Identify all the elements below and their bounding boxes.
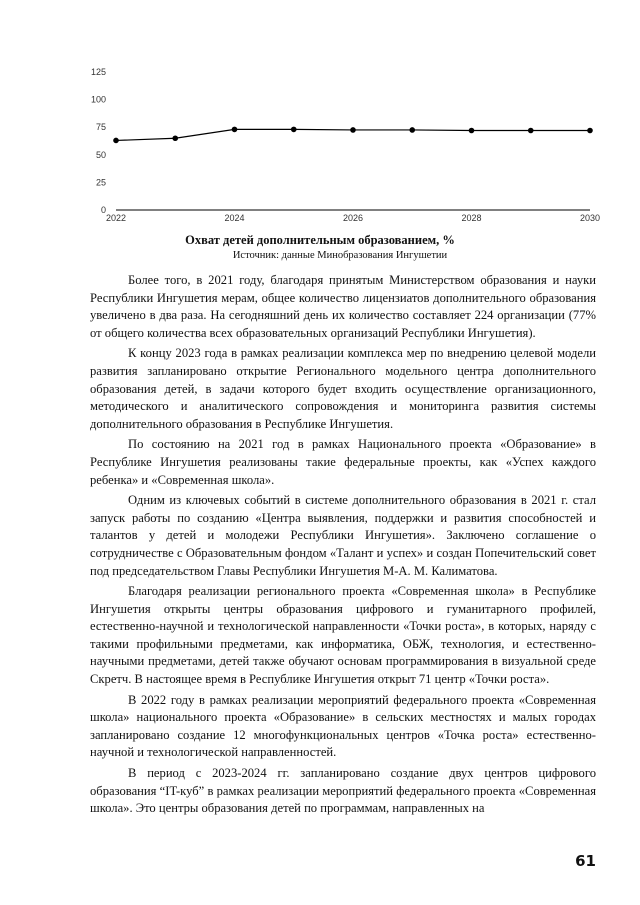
paragraph-6: В 2022 году в рамках реализации мероприятий федерального проекта «Современная школа» национального проекта «Образование» в сельских местностях и малых городах запланировано создание 12 многофункциональных центров «Точка роста» естественно-научной и технологической направленностей.: [90, 692, 596, 760]
x-tick-label: 2030: [579, 213, 601, 223]
body-text: [90, 272, 596, 821]
x-tick-label: 2026: [342, 213, 364, 223]
paragraph-5: Благодаря реализации регионального проекта «Современная школа» в Республике Ингушетия открыты центры образования цифрового и гуманитарного профилей, естественно-научной и технологической направленности «Точки роста», в которых, наряду с такими профильными предметами, как информатика, ОБЖ, технология, и естественно-научными предметами, детей также обучают основам программирования в визуальной среде Скретч. В настоящее время в Республике Ингушетия открыт 71 центр «Точки роста».: [90, 584, 596, 687]
data-point: [291, 127, 297, 133]
y-tick-label: 0: [100, 205, 106, 215]
y-tick-label: 25: [95, 177, 106, 188]
data-point: [172, 135, 178, 141]
y-tick-label: 75: [95, 122, 106, 133]
chart-source: Источник: данные Минобразования Ингушетии: [232, 250, 448, 261]
paragraph-2: К концу 2023 года в рамках реализации комплекса мер по внедрению целевой модели развития запланировано открытие Регионального модельного центра дополнительного образования детей, в задачи которого будет входить осуществление организационного, методического и аналитического сопровождения и мониторинга развития системы дополнительного образования в Республике Ингушетия.: [90, 346, 596, 431]
x-tick-label: 2028: [461, 213, 482, 223]
paragraph-1: Более того, в 2021 году, благодаря принятым Министерством образования и науки Республики Ингушетия мерам, общее количество лицензиатов дополнительного образования увеличено в два раза. На сегодняшний день их количество составляет 224 организации (77% от общего количества всех образовательных организаций Республики Ингушетия).: [90, 273, 596, 340]
y-tick-label: 100: [90, 94, 106, 105]
data-point: [232, 127, 238, 133]
data-point: [587, 128, 593, 134]
data-point: [113, 138, 119, 144]
y-tick-label: 50: [95, 149, 106, 160]
line-chart: [80, 62, 610, 232]
data-point: [469, 128, 475, 134]
x-tick-label: 2024: [224, 213, 245, 223]
x-tick-label: 2022: [105, 213, 127, 223]
data-point: [350, 127, 356, 133]
paragraph-7: В период с 2023-2024 гг. запланировано создание двух центров цифрового образования “IT-куб” в рамках реализации мероприятий федерального проекта «Современная школа». Это центры образования детей по программам, направленных на: [90, 766, 596, 816]
data-point: [409, 127, 415, 133]
chart-title: Охват детей дополнительным образованием, %: [185, 233, 455, 247]
paragraph-4: Одним из ключевых событий в системе дополнительного образования в 2021 г. стал запуск работы по созданию «Центра выявления, поддержки и развития способностей и талантов у детей и молодежи Республики Ингушетия». Заключено соглашение о сотрудничестве с Образовательным фондом «Талант и успех» и создан Попечительский совет под председательством Главы Республики Ингушетия М-А. М. Калиматова.: [90, 493, 596, 578]
y-tick-label: 125: [90, 67, 106, 77]
page-number: 61: [575, 852, 596, 870]
data-point: [528, 128, 534, 134]
paragraph-3: По состоянию на 2021 год в рамках Национального проекта «Образование» в Республике Ингушетия реализованы такие федеральные проекты, как «Успех каждого ребенка» и «Современная школа».: [90, 437, 596, 487]
